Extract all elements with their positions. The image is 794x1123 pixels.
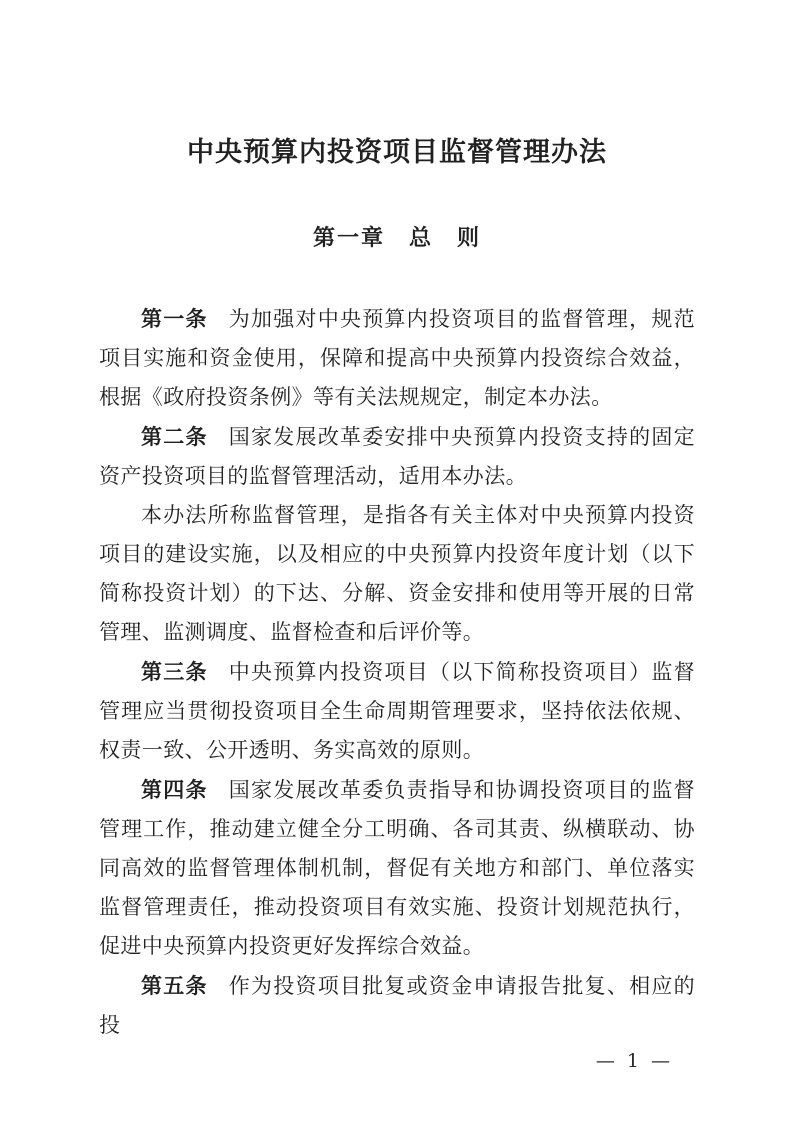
article-text: 为加强对中央预算内投资项目的监督管理，规范项目实施和资金使用，保障和提高中央预算内投资综合效益，根据《政府投资条例》等有关法规规定，制定本办法。 <box>99 307 695 410</box>
article-paragraph <box>99 299 695 417</box>
document-body <box>99 299 695 1045</box>
article-label: 第二条 <box>141 424 208 450</box>
article-text: 本办法所称监督管理，是指各有关主体对中央预算内投资项目的建设实施，以及相应的中央预算内投资年度计划（以下简称投资计划）的下达、分解、资金安排和使用等开展的日常管理、监测调度、监督检查和后评价等。 <box>99 503 695 645</box>
article-text: 作为投资项目批复或资金申请报告批复、相应的投 <box>99 974 695 1038</box>
article-paragraph <box>99 496 695 652</box>
article-paragraph <box>99 652 695 770</box>
article-text: 国家发展改革委安排中央预算内投资支持的固定资产投资项目的监督管理活动，适用本办法。 <box>99 425 695 489</box>
chapter-heading: 第一章 总 则 <box>312 224 481 251</box>
article-paragraph <box>99 966 695 1045</box>
article-label: 第四条 <box>141 777 208 803</box>
article-paragraph <box>99 417 695 496</box>
document-title: 中央预算内投资项目监督管理办法 <box>187 137 607 168</box>
article-text: 国家发展改革委负责指导和协调投资项目的监督管理工作，推动建立健全分工明确、各司其责、纵横联动、协同高效的监督管理体制机制，督促有关地方和部门、单位落实监督管理责任，推动投资项目有效实施、投资计划规范执行，促进中央预算内投资更好发挥综合效益。 <box>99 778 695 959</box>
article-label: 第三条 <box>141 659 208 685</box>
article-label: 第一条 <box>141 306 208 332</box>
article-text: 中央预算内投资项目（以下简称投资项目）监督管理应当贯彻投资项目全生命周期管理要求，坚持依法依规、权责一致、公开透明、务实高效的原则。 <box>99 660 695 763</box>
article-label: 第五条 <box>141 973 208 999</box>
article-paragraph <box>99 770 695 966</box>
page-number: — 1 — <box>595 1050 673 1073</box>
